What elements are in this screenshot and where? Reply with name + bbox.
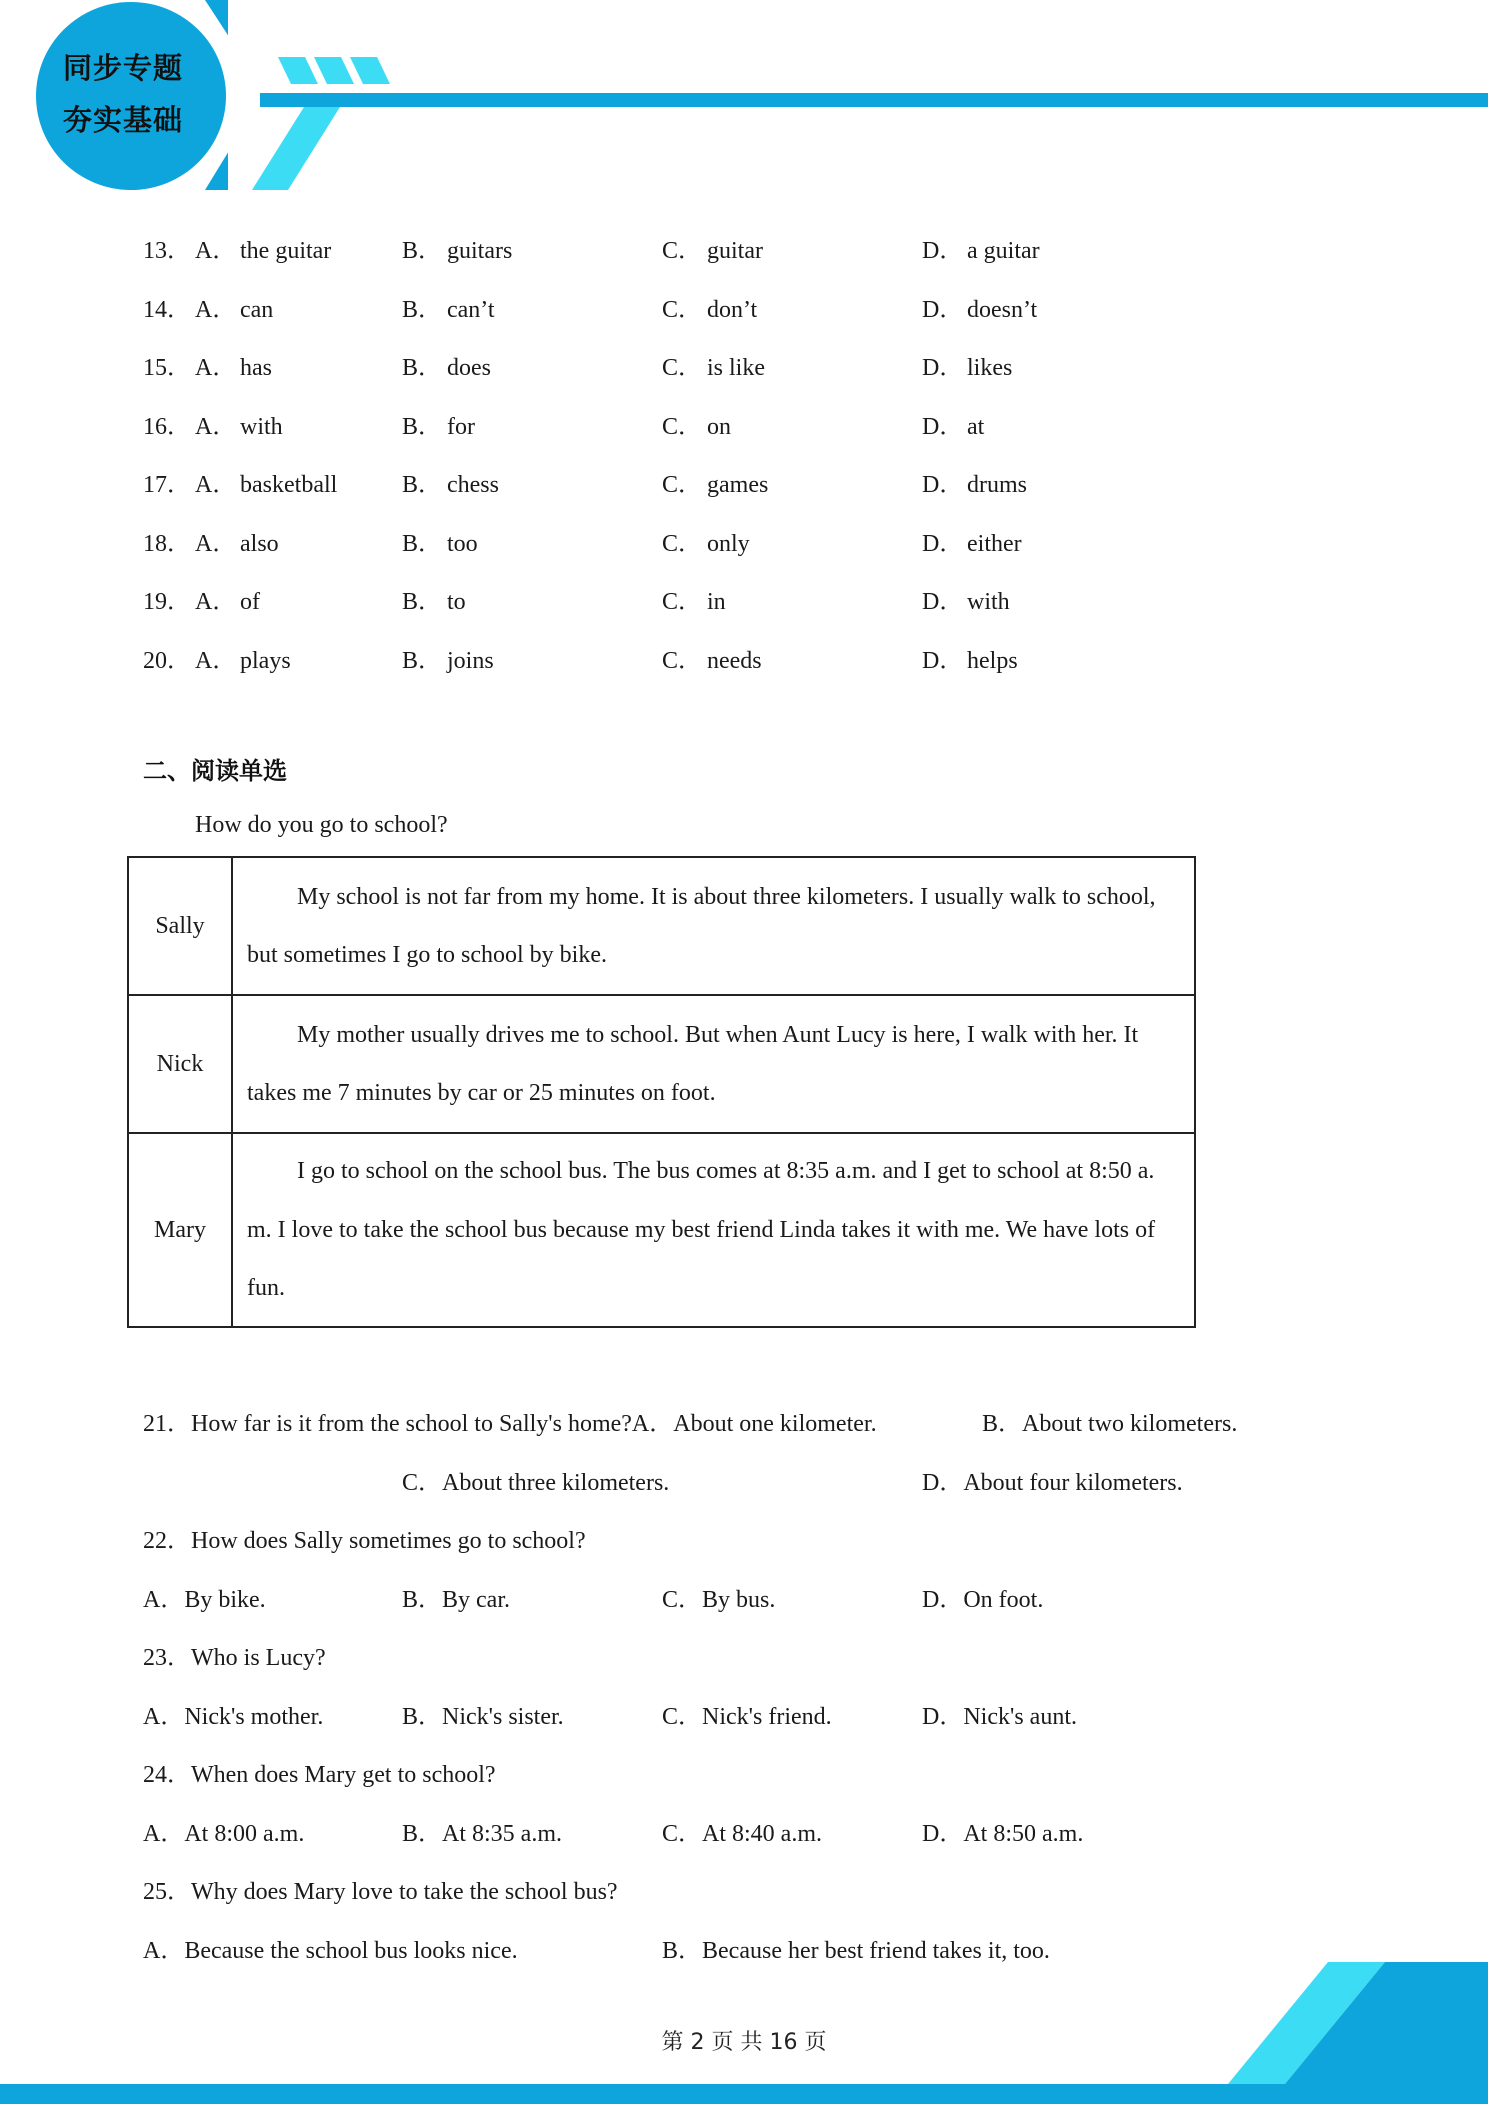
option-text: is like xyxy=(707,355,765,381)
option-text: helps xyxy=(967,647,1018,674)
header-badge-text xyxy=(36,42,210,146)
question-22 xyxy=(143,1520,586,1555)
option-d xyxy=(922,1813,1083,1848)
question-number: 19． xyxy=(143,589,191,615)
option-label: D． xyxy=(922,589,964,615)
option-label: B． xyxy=(402,1703,443,1730)
option-text: At 8:35 a.m. xyxy=(442,1820,563,1847)
option-label: D． xyxy=(922,1470,964,1496)
option-d xyxy=(922,347,1012,382)
option-text: can xyxy=(240,296,274,323)
option-label: B． xyxy=(402,530,443,557)
option-d xyxy=(922,523,1022,558)
question-stem: Why does Mary love to take the school bus? xyxy=(191,1879,618,1905)
option-text: for xyxy=(447,413,475,440)
option-c xyxy=(662,581,726,616)
option-text: chess xyxy=(447,472,499,498)
speaker-name: Mary xyxy=(128,1133,232,1327)
option-text: Nick's mother. xyxy=(184,1703,324,1730)
question-24 xyxy=(143,1754,496,1789)
option-label: A． xyxy=(195,530,237,557)
option-label: D． xyxy=(922,296,964,323)
option-label: B． xyxy=(402,647,443,674)
option-c xyxy=(662,289,757,324)
option-c xyxy=(662,1696,832,1731)
option-text: needs xyxy=(707,647,762,674)
option-text: also xyxy=(240,530,279,557)
option-text: doesn’t xyxy=(967,296,1038,323)
option-d xyxy=(922,640,1018,675)
option-label: A． xyxy=(195,589,237,615)
option-text: with xyxy=(240,413,283,440)
option-text: guitars xyxy=(447,238,513,264)
option-a xyxy=(195,406,283,441)
option-text: Nick's aunt. xyxy=(963,1703,1077,1730)
option-b xyxy=(402,406,475,441)
option-label: C． xyxy=(662,296,703,323)
option-label: B． xyxy=(402,413,443,440)
option-b xyxy=(402,640,494,675)
option-text: drums xyxy=(967,472,1027,498)
table-row xyxy=(128,1133,1195,1327)
option-text: plays xyxy=(240,647,291,674)
option-label: B． xyxy=(402,1586,443,1613)
option-d xyxy=(922,230,1040,265)
option-b xyxy=(402,523,478,558)
option-a xyxy=(143,1579,266,1614)
option-label: B． xyxy=(402,355,443,381)
speaker-name: Nick xyxy=(128,995,232,1133)
option-text: By car. xyxy=(442,1586,510,1613)
question-number: 17． xyxy=(143,472,191,498)
option-label: D． xyxy=(922,647,964,674)
page-number: 第 2 页 共 16 页 xyxy=(661,2030,827,2055)
option-text: at xyxy=(967,413,985,440)
question-number: 24． xyxy=(143,1762,191,1788)
option-label: C． xyxy=(662,355,703,381)
speaker-text-content: I go to school on the school bus. The bus comes at 8:35 a.m. and I get to school at 8:50 a. m. I love to take the school bus because my best friend Linda takes it with me. We have lots of fun. xyxy=(247,1158,1156,1302)
option-text: Nick's sister. xyxy=(442,1703,564,1730)
option-text: On foot. xyxy=(963,1586,1044,1613)
option-label: D． xyxy=(922,413,964,440)
option-text: About three kilometers. xyxy=(442,1470,670,1496)
speaker-text xyxy=(232,857,1195,995)
question-stem: How far is it from the school to Sally's home? xyxy=(191,1411,632,1437)
question-number: 16． xyxy=(143,413,191,440)
option-label: C． xyxy=(662,472,703,498)
question-number: 15． xyxy=(143,355,191,381)
option-label: A． xyxy=(195,355,237,381)
option-b xyxy=(402,347,491,382)
option-c xyxy=(662,347,765,382)
option-a xyxy=(195,347,272,382)
question-number: 13． xyxy=(143,238,191,264)
option-d xyxy=(922,1579,1043,1614)
option-text: only xyxy=(707,530,750,557)
option-text: At 8:40 a.m. xyxy=(702,1820,823,1847)
option-text: About two kilometers. xyxy=(1022,1411,1238,1437)
option-text: About four kilometers. xyxy=(963,1470,1183,1496)
question-number: 18． xyxy=(143,530,191,557)
option-label: D． xyxy=(922,472,964,498)
option-text: basketball xyxy=(240,472,338,498)
option-text: At 8:50 a.m. xyxy=(963,1820,1084,1847)
question-number: 23． xyxy=(143,1645,191,1671)
speaker-text-content: My mother usually drives me to school. But when Aunt Lucy is here, I walk with her. It takes me 7 minutes by car or 25 minutes on foot. xyxy=(247,1021,1139,1106)
section-heading: 二、阅读单选 xyxy=(143,757,287,785)
option-d xyxy=(922,581,1010,616)
speaker-text xyxy=(232,995,1195,1133)
option-b xyxy=(402,1579,510,1614)
option-a xyxy=(195,640,291,675)
question-stem: Who is Lucy? xyxy=(191,1645,326,1671)
badge-line-1: 同步专题 xyxy=(62,51,183,85)
option-label: B． xyxy=(982,1411,1023,1437)
option-a xyxy=(195,289,273,324)
footer-decoration xyxy=(0,1950,1488,2104)
option-text: guitar xyxy=(707,238,763,264)
option-label: D． xyxy=(922,1703,964,1730)
option-text: likes xyxy=(967,355,1013,381)
option-text: At 8:00 a.m. xyxy=(184,1820,305,1847)
option-label: A． xyxy=(195,238,237,264)
option-text: By bus. xyxy=(702,1586,776,1613)
option-text: on xyxy=(707,413,731,440)
option-label: A． xyxy=(195,472,237,498)
option-text: a guitar xyxy=(967,238,1040,264)
option-text: By bike. xyxy=(184,1586,266,1613)
option-c xyxy=(662,523,750,558)
option-label: C． xyxy=(402,1470,443,1496)
question-21 xyxy=(143,1403,877,1438)
question-number: 22． xyxy=(143,1528,191,1554)
option-text: of xyxy=(240,589,260,615)
option-label: C． xyxy=(662,413,703,440)
option-label: C． xyxy=(662,1820,703,1847)
option-label: B． xyxy=(402,472,443,498)
option-label: D． xyxy=(922,238,964,264)
option-label: A． xyxy=(195,413,237,440)
option-b xyxy=(402,289,495,324)
option-text: with xyxy=(967,589,1010,615)
option-text: does xyxy=(447,355,491,381)
option-a xyxy=(143,1813,304,1848)
option-label: D． xyxy=(922,530,964,557)
option-a xyxy=(195,581,260,616)
option-label: C． xyxy=(662,1586,703,1613)
passage-table xyxy=(127,856,1196,1328)
option-label: D． xyxy=(922,1586,964,1613)
option-c xyxy=(662,1579,775,1614)
question-25 xyxy=(143,1871,618,1906)
question-number: 21． xyxy=(143,1411,191,1437)
option-c-21 xyxy=(402,1462,669,1497)
option-text: to xyxy=(447,589,466,615)
option-a xyxy=(195,230,331,265)
option-label: D． xyxy=(922,355,964,381)
option-label: B． xyxy=(402,238,443,264)
option-d xyxy=(922,1696,1077,1731)
option-d xyxy=(922,289,1037,324)
option-label: B． xyxy=(662,1937,703,1964)
option-b xyxy=(402,230,512,265)
option-label: A． xyxy=(195,296,237,323)
option-b xyxy=(402,581,466,616)
option-d xyxy=(922,464,1027,499)
table-row xyxy=(128,857,1195,995)
option-d xyxy=(922,406,984,441)
badge-line-2: 夯实基础 xyxy=(62,103,183,137)
option-c xyxy=(662,1813,822,1848)
option-label: A． xyxy=(143,1703,185,1730)
option-label: C． xyxy=(662,530,703,557)
question-number: 14． xyxy=(143,296,191,323)
option-b xyxy=(402,1696,564,1731)
option-label: B． xyxy=(402,589,443,615)
option-text: games xyxy=(707,472,769,498)
option-label: A． xyxy=(143,1586,185,1613)
option-text: in xyxy=(707,589,726,615)
speaker-name: Sally xyxy=(128,857,232,995)
passage-title: How do you go to school? xyxy=(195,812,448,838)
option-label: A． xyxy=(143,1937,185,1964)
option-text: Because the school bus looks nice. xyxy=(184,1937,518,1964)
option-text: either xyxy=(967,530,1022,557)
option-text: don’t xyxy=(707,296,758,323)
option-a xyxy=(195,523,279,558)
option-text: can’t xyxy=(447,296,495,323)
option-text: Because her best friend takes it, too. xyxy=(702,1937,1050,1964)
table-row xyxy=(128,995,1195,1133)
question-number: 20． xyxy=(143,647,191,674)
option-label: A． xyxy=(195,647,237,674)
speaker-text-content: My school is not far from my home. It is about three kilometers. I usually walk to school, but sometimes I go to school by bike. xyxy=(247,883,1156,968)
question-stem: When does Mary get to school? xyxy=(191,1762,496,1788)
question-23 xyxy=(143,1637,326,1672)
option-label: B． xyxy=(402,1820,443,1847)
option-c xyxy=(662,406,731,441)
option-label: C． xyxy=(662,589,703,615)
option-label: C． xyxy=(662,1703,703,1730)
option-text: has xyxy=(240,355,272,381)
option-label: D． xyxy=(922,1820,964,1847)
option-b xyxy=(402,1813,562,1848)
option-label: C． xyxy=(662,647,703,674)
option-b-21 xyxy=(982,1403,1237,1438)
option-a xyxy=(143,1696,323,1731)
option-label: A． xyxy=(143,1820,185,1847)
option-c xyxy=(662,464,768,499)
option-text: joins xyxy=(447,647,494,674)
option-c xyxy=(662,640,762,675)
option-text: Nick's friend. xyxy=(702,1703,832,1730)
option-label: A． xyxy=(631,1411,674,1437)
option-d-21 xyxy=(922,1462,1183,1497)
option-c xyxy=(662,230,763,265)
option-label: C． xyxy=(662,238,703,264)
option-a: About one kilometer. xyxy=(673,1411,877,1437)
question-number: 25． xyxy=(143,1879,191,1905)
option-text: the guitar xyxy=(240,238,332,264)
option-a xyxy=(195,464,337,499)
option-label: B． xyxy=(402,296,443,323)
speaker-text xyxy=(232,1133,1195,1327)
option-b xyxy=(402,464,499,499)
option-text: too xyxy=(447,530,478,557)
question-stem: How does Sally sometimes go to school? xyxy=(191,1528,586,1554)
